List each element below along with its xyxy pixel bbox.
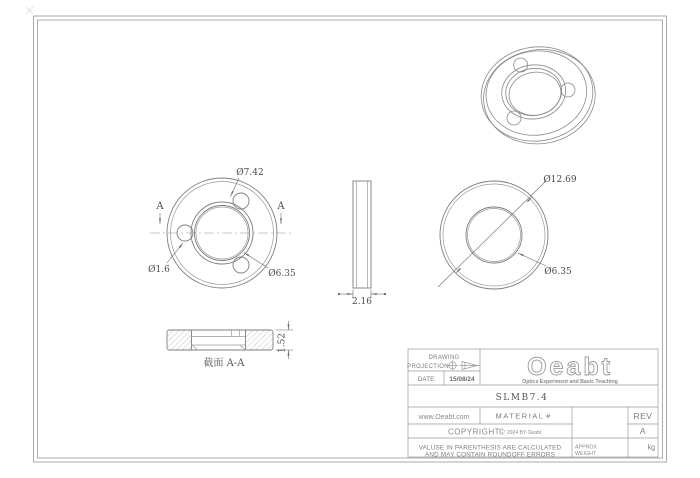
dim-lip-diameter: Ø7.42 (236, 168, 264, 178)
copyright-symbol-icon: © (498, 427, 506, 437)
part-number: SLMB7.4 (495, 393, 549, 403)
approx-weight-label-line2: WEIGHT (575, 451, 597, 457)
drawing-frame (26, 7, 667, 462)
notch-top-right (233, 193, 249, 209)
section-label-left: A (156, 201, 164, 212)
approx-weight-label-line1: APPROX (575, 444, 598, 451)
copyright-label: COPYRIGHT (447, 427, 501, 437)
iso-tab-right (561, 83, 575, 97)
disclaimer-line1: VALUSE IN PARENTHESIS ARE CALCULATED (418, 444, 562, 452)
title-block (407, 349, 658, 459)
date-label: DATE (417, 376, 435, 383)
logo-text: Oeabt (527, 353, 613, 381)
rev-label: REV (633, 411, 653, 421)
third-angle-projection-icon (447, 361, 480, 371)
drawing-label: DRAWING (428, 355, 460, 361)
section-label-right: A (277, 201, 285, 212)
section-caption: 截面 A-A (203, 358, 245, 369)
notch-bottom-right (233, 257, 249, 273)
website: www.Oeabt.com (418, 414, 470, 421)
corner-mark (26, 7, 33, 14)
isometric-view (475, 39, 601, 151)
logo-tagline: Optics Experiment and Basic Teaching (522, 379, 618, 385)
date-value: 15/08/24 (449, 376, 475, 383)
material-value: # (546, 411, 552, 421)
dim-section-height: 1.52 (277, 332, 288, 354)
dim-outer-diameter: Ø12.69 (543, 175, 577, 185)
back-view (438, 174, 577, 289)
dim-bore-diameter-back: Ø6.35 (544, 267, 572, 277)
dim-bore-diameter-front: Ø6.35 (268, 269, 296, 279)
iso-tab-bottom (507, 111, 521, 125)
dim-notch-diameter: Ø1.6 (148, 265, 170, 275)
disclaimer-line2: AND MAY CONTAIN ROUNDOFF ERRORS (424, 451, 556, 459)
copyright-note: 2024 BY Oeabt (507, 430, 542, 436)
section-view (167, 321, 293, 369)
side-view (338, 181, 386, 307)
rev-value: A (639, 426, 647, 436)
dim-thickness: 2.16 (351, 297, 373, 307)
material-label: MATERIAL (495, 411, 545, 421)
weight-unit: kg (647, 444, 655, 452)
projection-label: PROJECTION (407, 364, 449, 370)
iso-tab-top (514, 58, 528, 72)
front-view (148, 167, 296, 288)
